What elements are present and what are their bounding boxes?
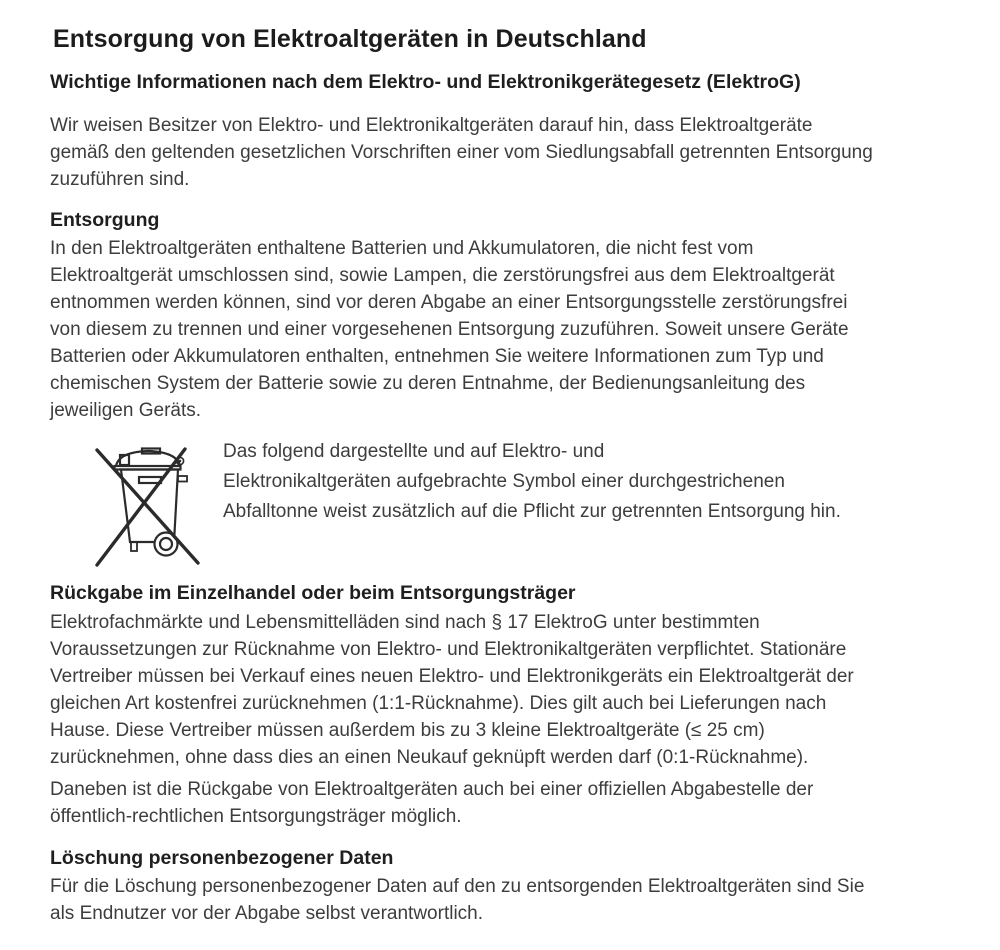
text-line: Für die Löschung personenbezogener Daten auf den zu entsorgenden Elektroaltgeräten sind Sie [50, 876, 865, 897]
text-line: chemischen System der Batterie sowie zu deren Entnahme, der Bedienungsanleitung des [50, 373, 806, 394]
section-heading-entsorgung: Entsorgung [50, 209, 160, 231]
text-line: öffentlich-rechtlichen Entsorgungsträger möglich. [50, 806, 462, 827]
text-line: als Endnutzer vor der Abgabe selbst verantwortlich. [50, 903, 484, 924]
intro-paragraph [50, 112, 955, 193]
text-line: gleichen Art kostenfrei zurücknehmen (1:1-Rücknahme). Dies gilt auch bei Lieferungen nach [50, 693, 827, 714]
text-line: entnommen werden können, sind vor deren Abgabe an einer Entsorgungsstelle zerstörungsfrei [50, 292, 848, 313]
text-line: Hause. Diese Vertreiber müssen außerdem bis zu 3 kleine Elektroaltgeräte (≤ 25 cm) [50, 720, 765, 741]
text-line: Batterien oder Akkumulatoren enthalten, entnehmen Sie weitere Informationen zum Typ und [50, 346, 824, 367]
text-line: zuzuführen sind. [50, 169, 190, 190]
section-heading-loeschung: Löschung personenbezogener Daten [50, 847, 394, 869]
text-line: Voraussetzungen zur Rücknahme von Elektro- und Elektronikaltgeräten verpflichtet. Stationäre [50, 639, 847, 660]
text-line: Das folgend dargestellte und auf Elektro- und [223, 441, 605, 462]
weee-symbol-block [50, 437, 955, 573]
crossed-out-wheeled-bin-icon [95, 447, 201, 573]
text-line: Elektroaltgerät umschlossen sind, sowie Lampen, die zerstörungsfrei aus dem Elektroaltgerät [50, 265, 835, 286]
document-title: Entsorgung von Elektroaltgeräten in Deutschland [53, 25, 647, 53]
rueckgabe-paragraph [50, 609, 955, 771]
text-line: In den Elektroaltgeräten enthaltene Batterien und Akkumulatoren, die nicht fest vom [50, 238, 754, 259]
weee-symbol-note [223, 437, 841, 527]
text-line: zurücknehmen, ohne dass dies an einen Neukauf geknüpft werden darf (0:1-Rücknahme). [50, 747, 809, 768]
text-line: Wir weisen Besitzer von Elektro- und Elektronikaltgeräten darauf hin, dass Elektroaltgeräte [50, 115, 813, 136]
rueckgabe-paragraph-2 [50, 776, 955, 830]
text-line: gemäß den geltenden gesetzlichen Vorschriften einer vom Siedlungsabfall getrennten Entsorgung [50, 142, 873, 163]
document-subtitle: Wichtige Informationen nach dem Elektro- und Elektronikgerätegesetz (ElektroG) [50, 71, 801, 93]
text-line: Elektrofachmärkte und Lebensmittelläden sind nach § 17 ElektroG unter bestimmten [50, 612, 760, 633]
text-line: Elektronikaltgeräten aufgebrachte Symbol einer durchgestrichenen [223, 471, 785, 492]
text-line: Abfalltonne weist zusätzlich auf die Pflicht zur getrennten Entsorgung hin. [223, 501, 841, 522]
text-line: jeweiligen Geräts. [50, 400, 202, 421]
text-line: von diesem zu trennen und einer vorgesehenen Entsorgung zuzuführen. Soweit unsere Geräte [50, 319, 849, 340]
text-line: Vertreiber müssen bei Verkauf eines neuen Elektro- und Elektronikgeräts ein Elektroaltgerät der [50, 666, 854, 687]
text-line: Daneben ist die Rückgabe von Elektroaltgeräten auch bei einer offiziellen Abgabestelle der [50, 779, 814, 800]
loeschung-paragraph [50, 873, 955, 927]
entsorgung-paragraph [50, 235, 955, 424]
section-heading-rueckgabe: Rückgabe im Einzelhandel oder beim Entsorgungsträger [50, 582, 576, 604]
